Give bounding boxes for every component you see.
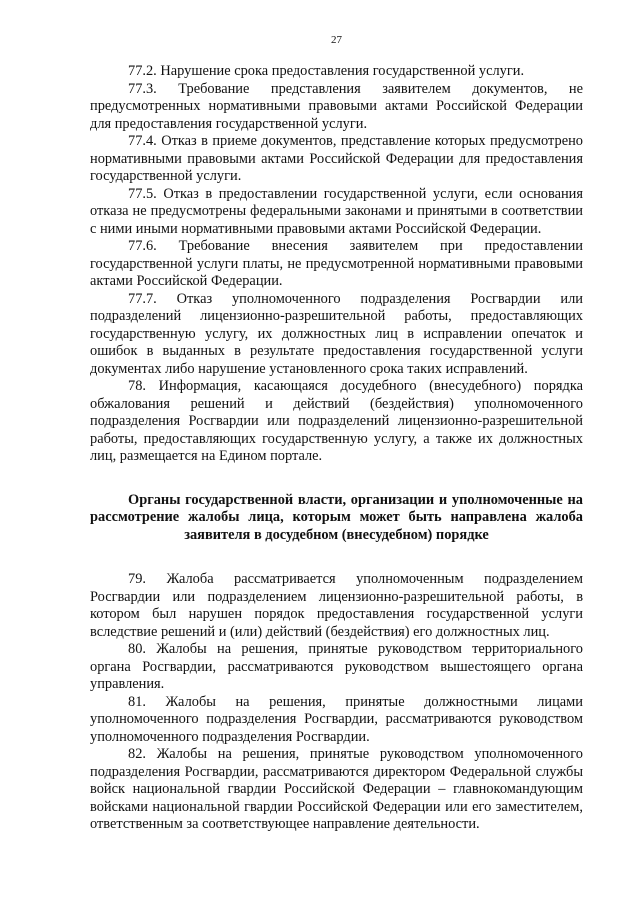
paragraph-77-7: 77.7. Отказ уполномоченного подразделения Росгвардии или подразделений лицензионно-разрешительной работы, предоставляющих государственную услугу, их должностных лиц в исправлении опечаток и ошибок в выданных в результате предоставления государственной услуги документах либо нарушение установленного срока таких исправлений. [90,290,583,377]
paragraph-78: 78. Информация, касающаяся досудебного (внесудебного) порядка обжалования решений и действий (бездействия) уполномоченного подразделения Росгвардии или подразделений лицензионно-разрешительной работы, предоставляющих государственную услугу, а также их должностных лиц, размещается на Едином портале. [90,378,583,464]
paragraph-77-3: 77.3. Требование представления заявителем документов, не предусмотренных нормативными правовыми актами Российской Федерации для предоставления государственной услуги. [90,80,583,132]
section-heading: Органы государственной власти, организации и уполномоченные на рассмотрение жалобы лица, которым может быть направлена жалоба заявителя в досудебном (внесудебном) порядке [90,491,583,543]
paragraph-77-6: 77.6. Требование внесения заявителем при предоставлении государственной услуги платы, не предусмотренной нормативными правовыми актами Российской Федерации. [90,238,583,289]
paragraph-81: 81. Жалобы на решения, принятые должностными лицами уполномоченного подразделения Росгвардии, рассматриваются руководством уполномоченного подразделения Росгвардии. [90,693,583,745]
paragraph-79: 79. Жалоба рассматривается уполномоченным подразделением Росгвардии или подразделением лицензионно-разрешительной работы, в котором был нарушен порядок предоставления государственной услуги вследствие решений и (или) действий (бездействия) его должностных лиц. [90,571,583,640]
page-number: 27 [331,34,342,46]
paragraph-77-5: 77.5. Отказ в предоставлении государственной услуги, если основания отказа не предусмотрены федеральными законами и принятыми в соответствии с ними иными нормативными правовыми актами Российской Федерации. [90,185,583,237]
paragraph-77-4: 77.4. Отказ в приеме документов, представление которых предусмотрено нормативными правовыми актами Российской Федерации для предоставления государственной услуги. [90,133,583,184]
paragraph-82: 82. Жалобы на решения, принятые руководством уполномоченного подразделения Росгвардии, рассматриваются директором Федеральной службы войск национальной гвардии Российской Федерации – главнокомандующим войсками национальной гвардии Российской Федерации или его заместителем, ответственным за соответствующее направление деятельности. [90,746,583,832]
paragraphs-before [90,63,583,466]
paragraph-77-2: 77.2. Нарушение срока предоставления государственной услуги. [128,63,525,79]
paragraph-80: 80. Жалобы на решения, принятые руководством территориального органа Росгвардии, рассматриваются руководством вышестоящего органа управления. [90,641,583,692]
paragraphs-after [90,571,583,834]
